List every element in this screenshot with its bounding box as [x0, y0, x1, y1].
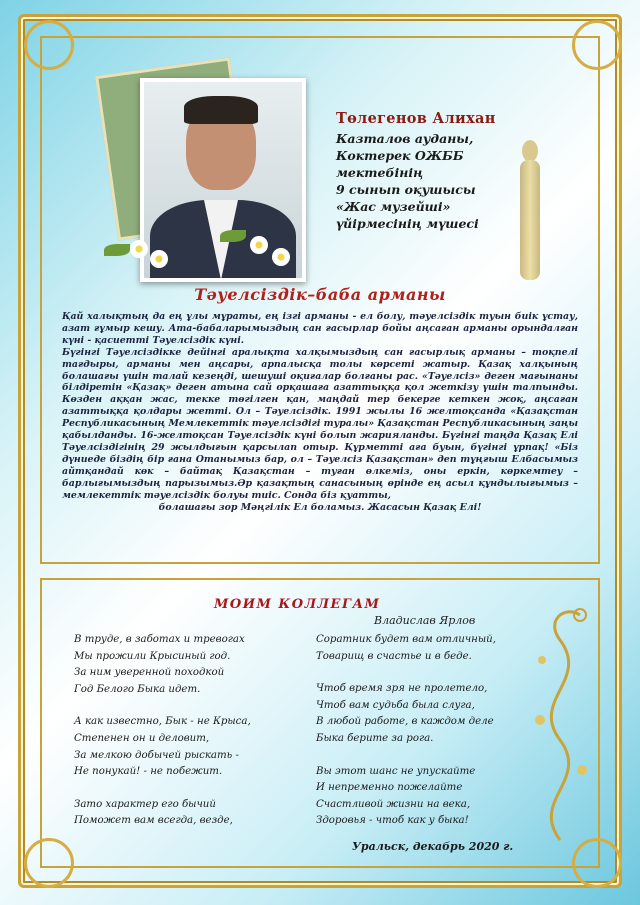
essay-closing-line: болашағы зор Мәңгілік Ел боламыз. Жасасын Қазақ Елі!	[158, 501, 482, 513]
info-line: мектебінің	[336, 165, 424, 180]
poem-line: За ним уверенной походкой	[74, 667, 225, 679]
poem-author: Владислав Ярлов	[374, 614, 476, 627]
poem-line: Быка берите за рога.	[316, 732, 434, 744]
poem-line: Чтоб время зря не пролетело,	[316, 683, 488, 695]
monument-body	[520, 160, 540, 280]
essay-body	[62, 311, 578, 513]
poem-line: Соратник будет вам отличный,	[316, 634, 496, 645]
poem-line: За мелкою добычей рыскать -	[74, 749, 239, 761]
info-line: «Жас музейші»	[336, 199, 451, 214]
poem-line: Не понукай! - не побежит.	[74, 766, 223, 778]
poem-line: Поможет вам всегда, везде,	[74, 815, 233, 827]
poem-right-column	[316, 632, 536, 846]
flower-icon	[272, 248, 290, 266]
golden-man-monument-icon	[500, 130, 560, 300]
essay-paragraph: Қай халықтың да ең ұлы мұраты, ең ізгі арманы - ел болу, тәуелсіздік туын биік ұстау, азат ғұмыр кешу. Ата-бабаларымыздың сан ғасырлар бойы аңсаған арманы орындалған күні - қасиетті Тәуелсіздік күні.	[62, 311, 578, 346]
poem-line: Мы прожили Крысиный год.	[74, 650, 231, 662]
flower-decoration	[100, 220, 320, 270]
ornament-corner-icon	[24, 20, 74, 70]
poem-date-place: Уральск, декабрь 2020 г.	[352, 840, 514, 853]
poem-line: Счастливой жизни на века,	[316, 798, 471, 810]
poem-stanza	[74, 632, 294, 698]
poem-title: МОИМ КОЛЛЕГАМ	[214, 597, 381, 612]
poem-line: И непременно пожелайте	[316, 782, 463, 794]
poem-stanza	[316, 632, 536, 665]
poem-line: Вы этот шанс не упускайте	[316, 765, 476, 777]
photo-hair	[184, 96, 258, 124]
poem-left-column	[74, 632, 294, 846]
poem-stanza	[74, 714, 294, 780]
poem-stanza	[316, 681, 536, 747]
gold-swirl-ornament-icon	[520, 600, 600, 850]
poem-line: В любой работе, в каждом деле	[316, 716, 494, 728]
poem-line: А как известно, Бык - не Крыса,	[74, 716, 251, 728]
poem-stanza	[316, 764, 536, 830]
leaf-icon	[220, 230, 246, 242]
poem-line: Зато характер его бычий	[74, 798, 216, 810]
poem-line: Чтоб вам судьба была слуга,	[316, 699, 475, 711]
poem-line: Здоровья - чтоб как у быка!	[316, 815, 469, 827]
flower-icon	[250, 236, 268, 254]
essay-title: Тәуелсіздік–баба арманы	[194, 285, 446, 304]
essay-paragraph: Бүгінгі Тәуелсіздікке дейінгі аралықта халқымыздың сан ғасырлық арманы – тоқпелі тағдыры, арманы мен аңсары, арпалысқа толы көрсеті жатыр. Қазақ халқының болашағы үшін талай кезеңді, шешуші оқиғалар болғаны рас. «Тәуелсіз» деген мағынаны білдіретін «Қазақ» деген атына сай орқашаға азаттыққа қол жеткізу үшін талпынды. Көзден аққан жас, текке төгілген қан, маңдай тер бекерге кеткен жоқ, аңсаған азаттыққа қолдары жетті. Ол – Тәуелсіздік. 1991 жылы 16 желтоқсанда «Қазақстан Республикасының Мемлекеттік тәуелсіздігі туралы» Қазақстан Республикасының заңы қабылданды. 16-желтоқсан Тәуелсіздік күні болып жарияланды. Бүгінгі таңда Қазақ Елі Тәуелсіздігінің 29 жылдығын қарсылап отыр. Құрметті аға буын, бүгінгі ұрпақ! «Біз дүниеде біздің бір ғана Отанымыз бар, ол – Тәуелсіз Қазақстан» деп тұңғыш Елбасымыз айтқандай көк – байтақ Қазақстан – туған өлкеміз, оны еркін, көркемтеу – барлығымыздың парызымыз.Әр қазақтың санасының өрінде ең асыл құндылығымыз – мемлекеттік тәуелсіздік болуы тиіс. Сонда біз қуатты,	[62, 346, 578, 501]
monument-head	[522, 140, 538, 162]
poem-line: Товарищ в счастье и в беде.	[316, 650, 472, 662]
student-name: Төлегенов Алихан	[336, 110, 496, 127]
info-line: Казталов ауданы,	[336, 131, 474, 146]
flower-icon	[150, 250, 168, 268]
leaf-icon	[104, 244, 130, 256]
student-photo-collage	[100, 60, 320, 270]
ornament-corner-icon	[572, 20, 622, 70]
poem-line: Степенен он и деловит,	[74, 732, 210, 744]
info-line: 9 сынып оқушысы	[336, 182, 476, 197]
info-line: үйірмесінің мүшесі	[336, 216, 479, 231]
poem-line: Год Белого Быка идет.	[74, 683, 201, 695]
ornament-corner-icon	[24, 838, 74, 888]
poem-line: В труде, в заботах и тревогах	[74, 634, 245, 645]
student-info	[336, 130, 506, 232]
info-line: Коктерек ОЖББ	[336, 148, 464, 163]
flower-icon	[130, 240, 148, 258]
poem-stanza	[74, 797, 294, 830]
